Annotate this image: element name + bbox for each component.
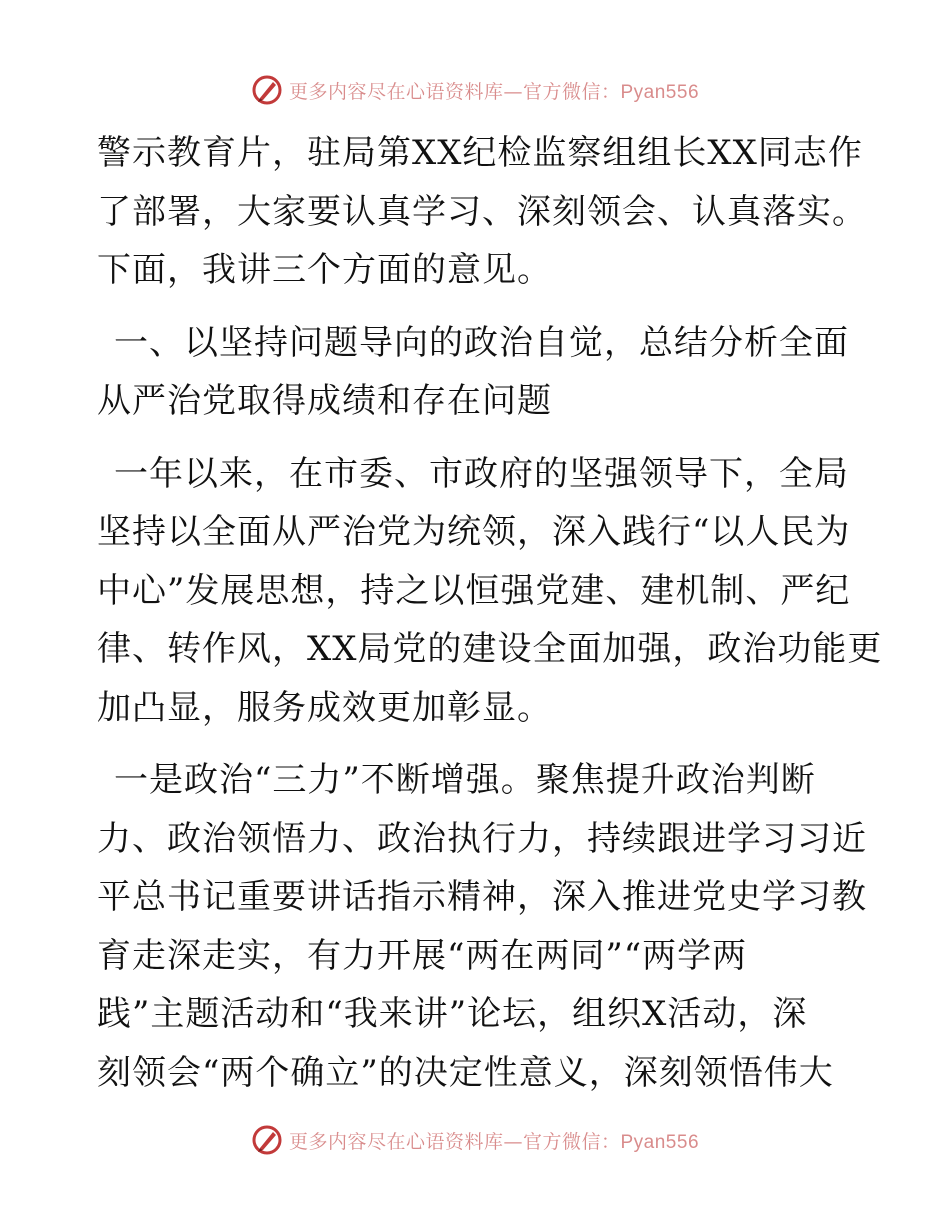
text-line: 刻领会“两个确立”的决定性意义，深刻领悟伟大 bbox=[97, 1052, 834, 1093]
text-line: 中心”发展思想，持之以恒强党建、建机制、严纪 bbox=[97, 570, 851, 611]
paragraph-political bbox=[97, 751, 867, 1102]
text-line: 了部署，大家要认真学习、深刻领会、认真落实。 bbox=[97, 191, 867, 232]
text-line: 一年以来，在市委、市政府的坚强领导下，全局 bbox=[114, 453, 849, 494]
text-line: 践”主题活动和“我来讲”论坛，组织X活动，深 bbox=[97, 994, 808, 1034]
text-line: 坚持以全面从严治党为统领，深入践行“以人民为 bbox=[97, 512, 851, 552]
document-body bbox=[97, 124, 883, 1102]
text-line: 平总书记重要讲话指示精神，深入推进党史学习教 bbox=[97, 877, 867, 917]
pen-logo-icon bbox=[251, 74, 283, 106]
heading-line: 一、以坚持问题导向的政治自觉，总结分析全面 bbox=[114, 322, 849, 363]
paragraph-summary bbox=[97, 445, 883, 738]
text-line: 加凸显，服务成效更加彰显。 bbox=[97, 687, 552, 728]
text-line: 下面，我讲三个方面的意见。 bbox=[97, 250, 552, 290]
text-line: 警示教育片，驻局第XX纪检监察组组长XX同志作 bbox=[97, 133, 863, 173]
text-line: 力、政治领悟力、政治执行力，持续跟进学习习近 bbox=[97, 818, 867, 859]
header-watermark bbox=[0, 72, 950, 108]
text-line: 育走深走实，有力开展“两在两同”“两学两 bbox=[97, 935, 748, 976]
watermark-text: 更多内容尽在心语资料库—官方微信：Pyan556 bbox=[288, 1130, 700, 1153]
watermark-text: 更多内容尽在心语资料库—官方微信：Pyan556 bbox=[288, 80, 700, 103]
heading-line: 从严治党取得成绩和存在问题 bbox=[97, 381, 552, 421]
paragraph-intro bbox=[97, 124, 867, 300]
section-heading bbox=[97, 314, 857, 431]
text-line: 一是政治“三力”不断增强。聚焦提升政治判断 bbox=[114, 760, 816, 800]
footer-watermark bbox=[0, 1122, 950, 1158]
pen-logo-icon bbox=[251, 1124, 283, 1156]
text-line: 律、转作风，XX局党的建设全面加强，政治功能更 bbox=[97, 629, 883, 669]
